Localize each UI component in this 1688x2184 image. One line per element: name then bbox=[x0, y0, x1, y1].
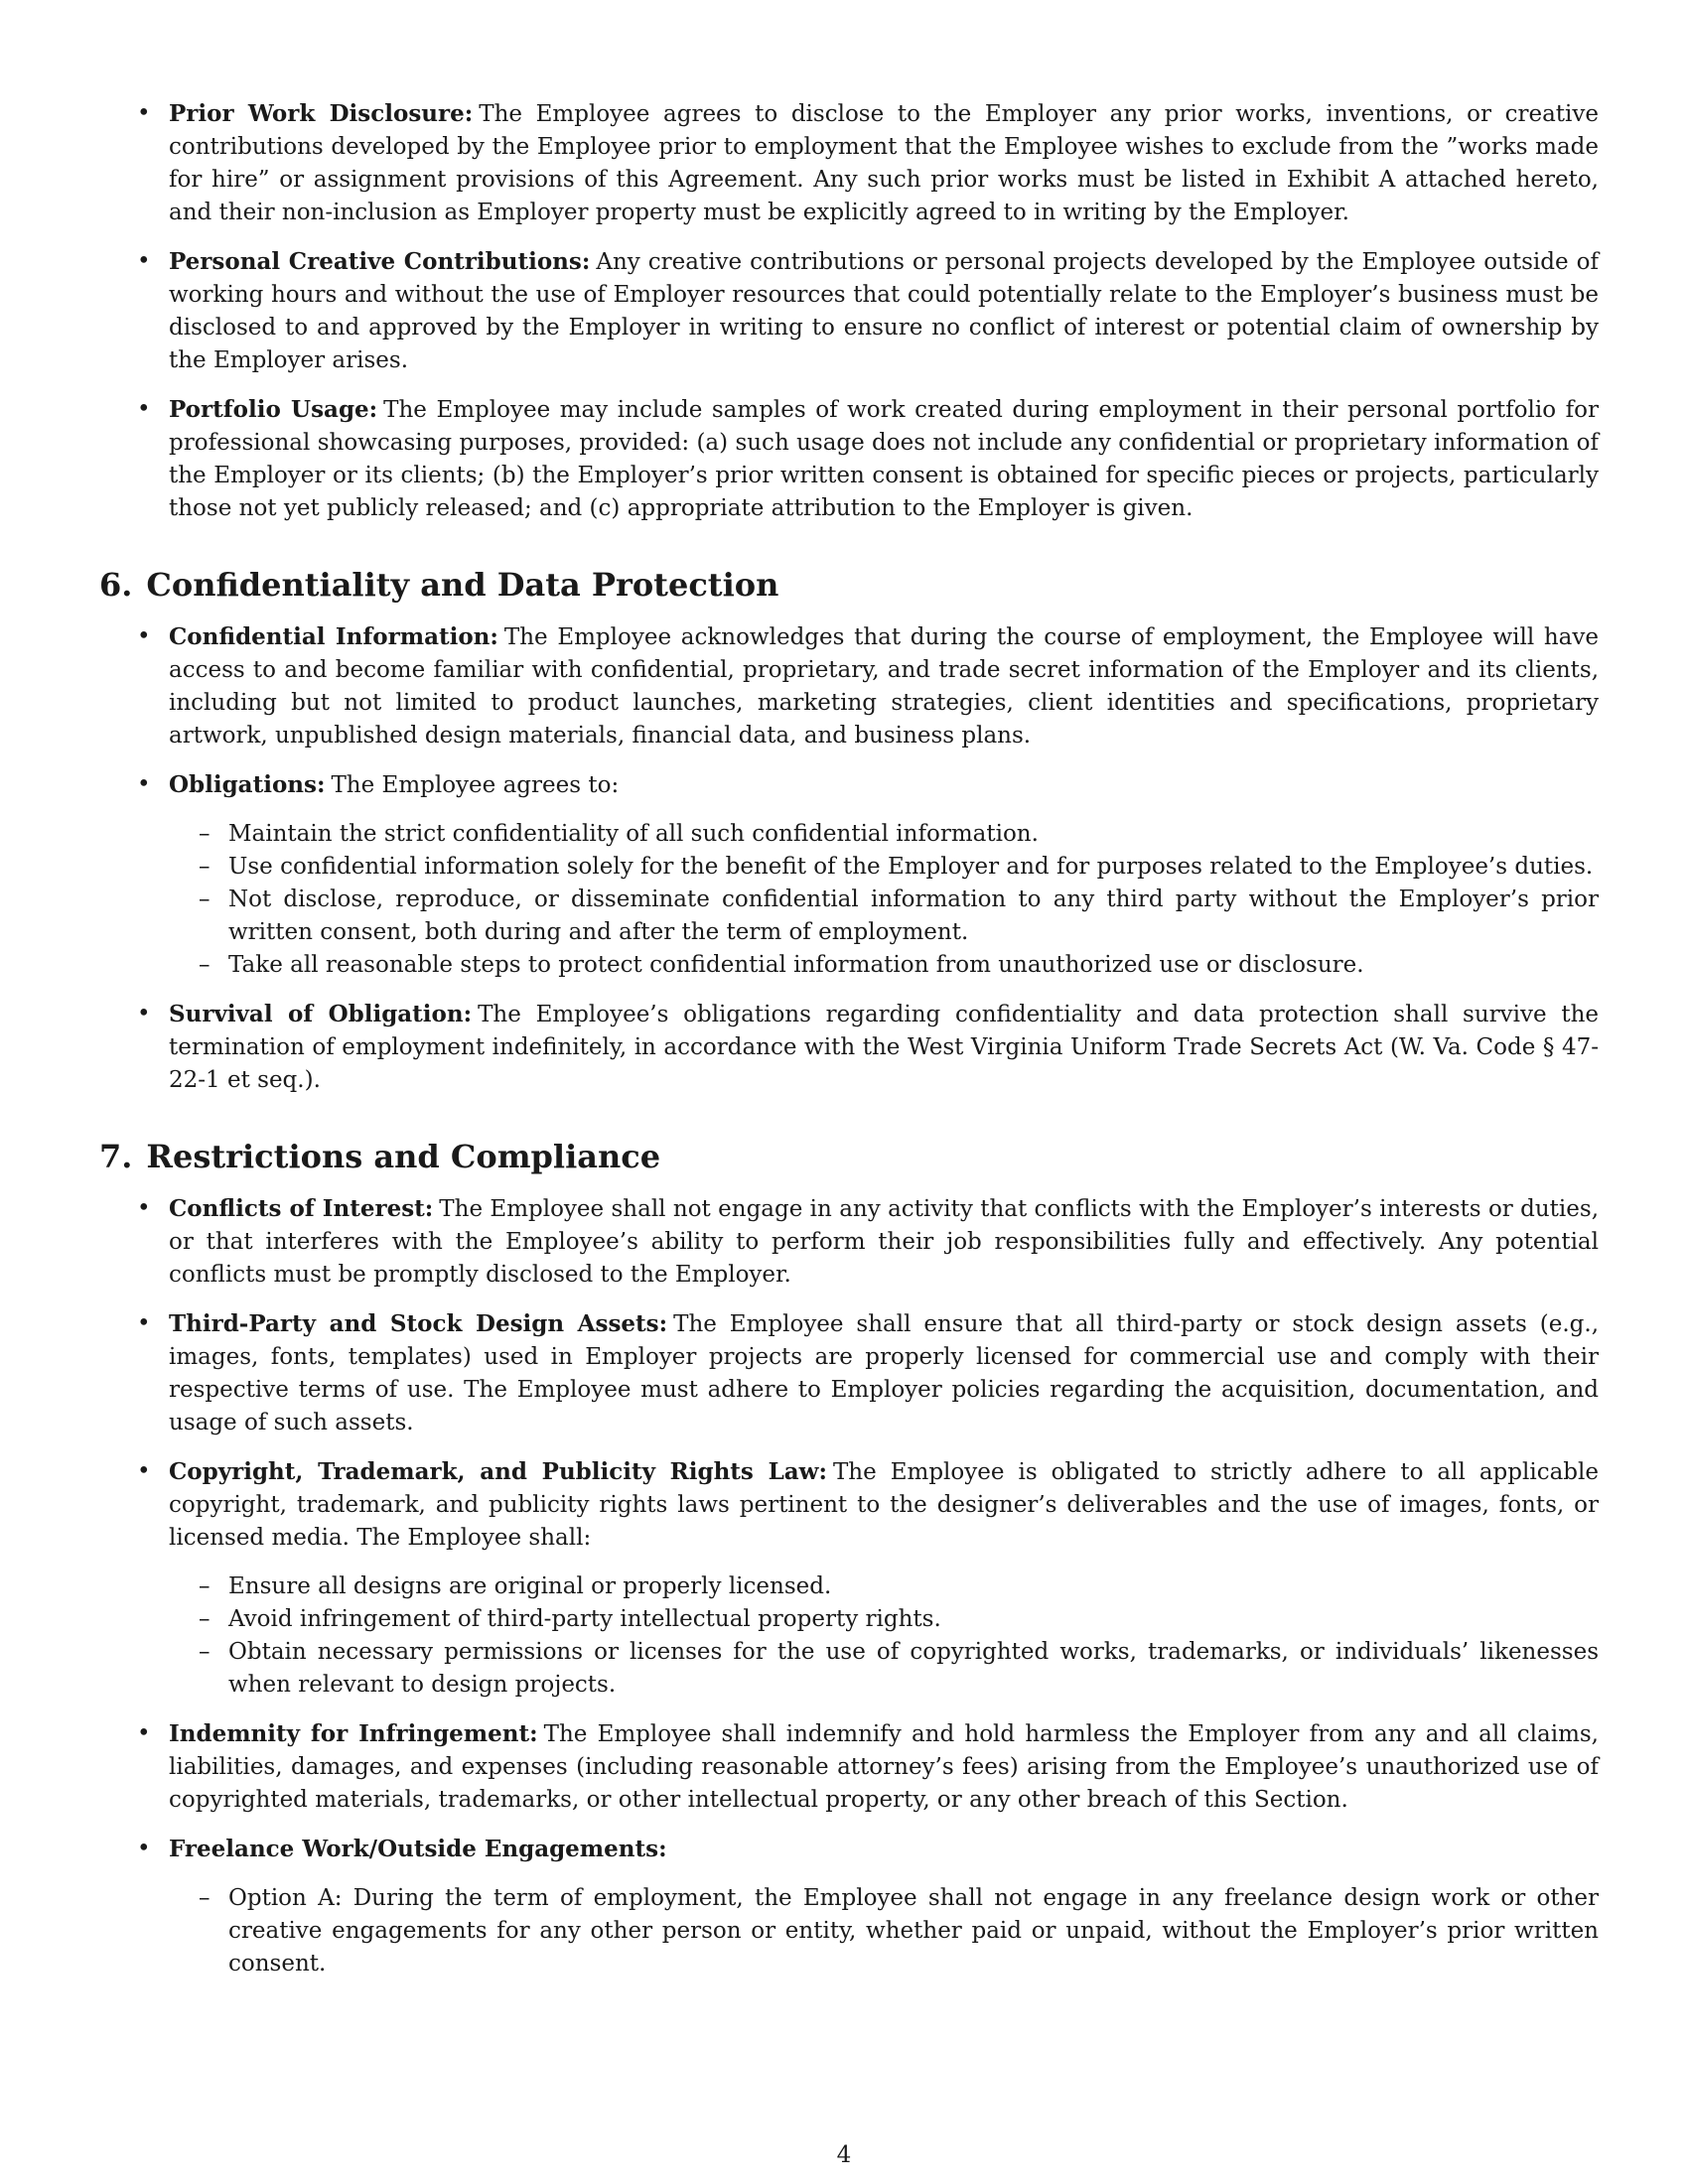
sub-item: – Option A: During the term of employment, the Employee shall not engage in any freelance design work or other creative engagements for any other person or entity, whether paid or unpaid, without the Employer’s prior written consent. bbox=[169, 1882, 1599, 1980]
clause-obligations bbox=[99, 768, 1599, 982]
section-number: 7. bbox=[99, 1138, 133, 1175]
clause-text: The Employee agrees to: bbox=[331, 772, 620, 798]
section-6-list bbox=[99, 620, 1599, 1097]
clause-portfolio-usage bbox=[99, 393, 1599, 525]
page-number: 4 bbox=[836, 2142, 852, 2168]
clause-confidential-information bbox=[99, 620, 1599, 752]
sub-item: – Take all reasonable steps to protect confidential information from unauthorized use or disclosure. bbox=[169, 949, 1599, 982]
clause-text: The Employee’s obligations regarding confidentiality and data protection shall survive the termination of employment indefinitely, in accordance with the West Virginia Uniform Trade Secrets Act (W. Va. Code § 47-22-1 et seq.). bbox=[169, 1002, 1599, 1093]
clause-text: The Employee acknowledges that during the course of employment, the Employee will have access to and become familiar with confidential, proprietary, and trade secret information of the Employer and its clients, including but not limited to product launches, marketing strategies, client identities and specifications, proprietary artwork, unpublished design materials, financial data, and business plans. bbox=[169, 624, 1599, 749]
section-6-heading bbox=[99, 565, 1599, 605]
section-5-continued-list bbox=[99, 97, 1599, 525]
clause-text: The Employee shall ensure that all third-party or stock design assets (e.g., images, fonts, templates) used in Employer projects are properly licensed for commercial use and comply with their respective terms of use. The Employee must adhere to Employer policies regarding the acquisition, documentation, and usage of such assets. bbox=[169, 1311, 1600, 1435]
section-title: Restrictions and Compliance bbox=[146, 1138, 661, 1175]
copyright-sublist bbox=[169, 1570, 1599, 1702]
clause-text: The Employee is obligated to strictly adhere to all applicable copyright, trademark, and publicity rights laws pertinent to the designer’s deliverables and the use of images, fonts, or licensed media. The Employee shall: bbox=[169, 1459, 1599, 1551]
clause-conflicts-of-interest bbox=[99, 1192, 1599, 1292]
section-7-heading bbox=[99, 1137, 1599, 1176]
sub-item: – Obtain necessary permissions or licenses for the use of copyrighted works, trademarks, or individuals’ likenesses when relevant to design projects. bbox=[169, 1636, 1599, 1702]
clause-term: Obligations: bbox=[169, 771, 326, 798]
clause-term: Portfolio Usage: bbox=[169, 396, 378, 423]
clause-third-party-assets bbox=[99, 1307, 1599, 1439]
clause-survival-of-obligation bbox=[99, 998, 1599, 1097]
freelance-sublist bbox=[169, 1882, 1599, 1980]
sub-item: – Avoid infringement of third-party intellectual property rights. bbox=[169, 1603, 1599, 1636]
sub-item: – Not disclose, reproduce, or disseminate confidential information to any third party without the Employer’s prior written consent, both during and after the term of employment. bbox=[169, 884, 1599, 949]
clause-text: The Employee may include samples of work created during employment in their personal portfolio for professional showcasing purposes, provided: (a) such usage does not include any confidential or proprietary information of the Employer or its clients; (b) the Employer’s prior written consent is obtained for specific pieces or projects, particularly those not yet publicly released; and (c) appropriate attribution to the Employer is given. bbox=[169, 397, 1599, 521]
clause-term: Copyright, Trademark, and Publicity Rights Law: bbox=[169, 1458, 827, 1485]
clause-term: Personal Creative Contributions: bbox=[169, 248, 591, 275]
clause-term: Indemnity for Infringement: bbox=[169, 1720, 538, 1747]
clause-text: The Employee shall indemnify and hold harmless the Employer from any and all claims, liabilities, damages, and expenses (including reasonable attorney’s fees) arising from the Employee’s unauthorized use of copyrighted materials, trademarks, or other intellectual property, or any other breach of this Section. bbox=[169, 1721, 1599, 1813]
section-number: 6. bbox=[99, 566, 133, 604]
clause-text: The Employee agrees to disclose to the Employer any prior works, inventions, or creative contributions developed by the Employee prior to employment that the Employee wishes to exclude from the ”works made for hire” or assignment provisions of this Agreement. Any such prior works must be listed in Exhibit A attached hereto, and their non-inclusion as Employer property must be explicitly agreed to in writing by the Employer. bbox=[169, 101, 1599, 225]
clause-freelance-work bbox=[99, 1833, 1599, 1980]
clause-personal-creative-contributions bbox=[99, 245, 1599, 377]
document-page bbox=[99, 97, 1599, 1996]
sub-item: – Use confidential information solely for the benefit of the Employer and for purposes related to the Employee’s duties. bbox=[169, 851, 1599, 884]
clause-text: The Employee shall not engage in any activity that conflicts with the Employer’s interests or duties, or that interferes with the Employee’s ability to perform their job responsibilities fully and effectively. Any potential conflicts must be promptly disclosed to the Employer. bbox=[169, 1196, 1599, 1288]
clause-indemnity-for-infringement bbox=[99, 1717, 1599, 1817]
clause-term: Freelance Work/Outside Engagements: bbox=[169, 1836, 667, 1862]
clause-prior-work-disclosure bbox=[99, 97, 1599, 229]
clause-text: Any creative contributions or personal projects developed by the Employee outside of working hours and without the use of Employer resources that could potentially relate to the Employer’s business must be disclosed to and approved by the Employer in writing to ensure no conflict of interest or potential claim of ownership by the Employer arises. bbox=[169, 249, 1599, 373]
clause-term: Confidential Information: bbox=[169, 623, 498, 650]
section-title: Confidentiality and Data Protection bbox=[146, 566, 779, 604]
clause-copyright-trademark-publicity bbox=[99, 1455, 1599, 1702]
section-7-list bbox=[99, 1192, 1599, 1980]
clause-term: Conflicts of Interest: bbox=[169, 1195, 434, 1222]
sub-item: – Ensure all designs are original or properly licensed. bbox=[169, 1570, 1599, 1603]
clause-term: Survival of Obligation: bbox=[169, 1001, 473, 1027]
obligations-sublist bbox=[169, 818, 1599, 982]
clause-term: Third-Party and Stock Design Assets: bbox=[169, 1310, 668, 1337]
clause-term: Prior Work Disclosure: bbox=[169, 100, 474, 127]
sub-item: – Maintain the strict confidentiality of all such confidential information. bbox=[169, 818, 1599, 851]
